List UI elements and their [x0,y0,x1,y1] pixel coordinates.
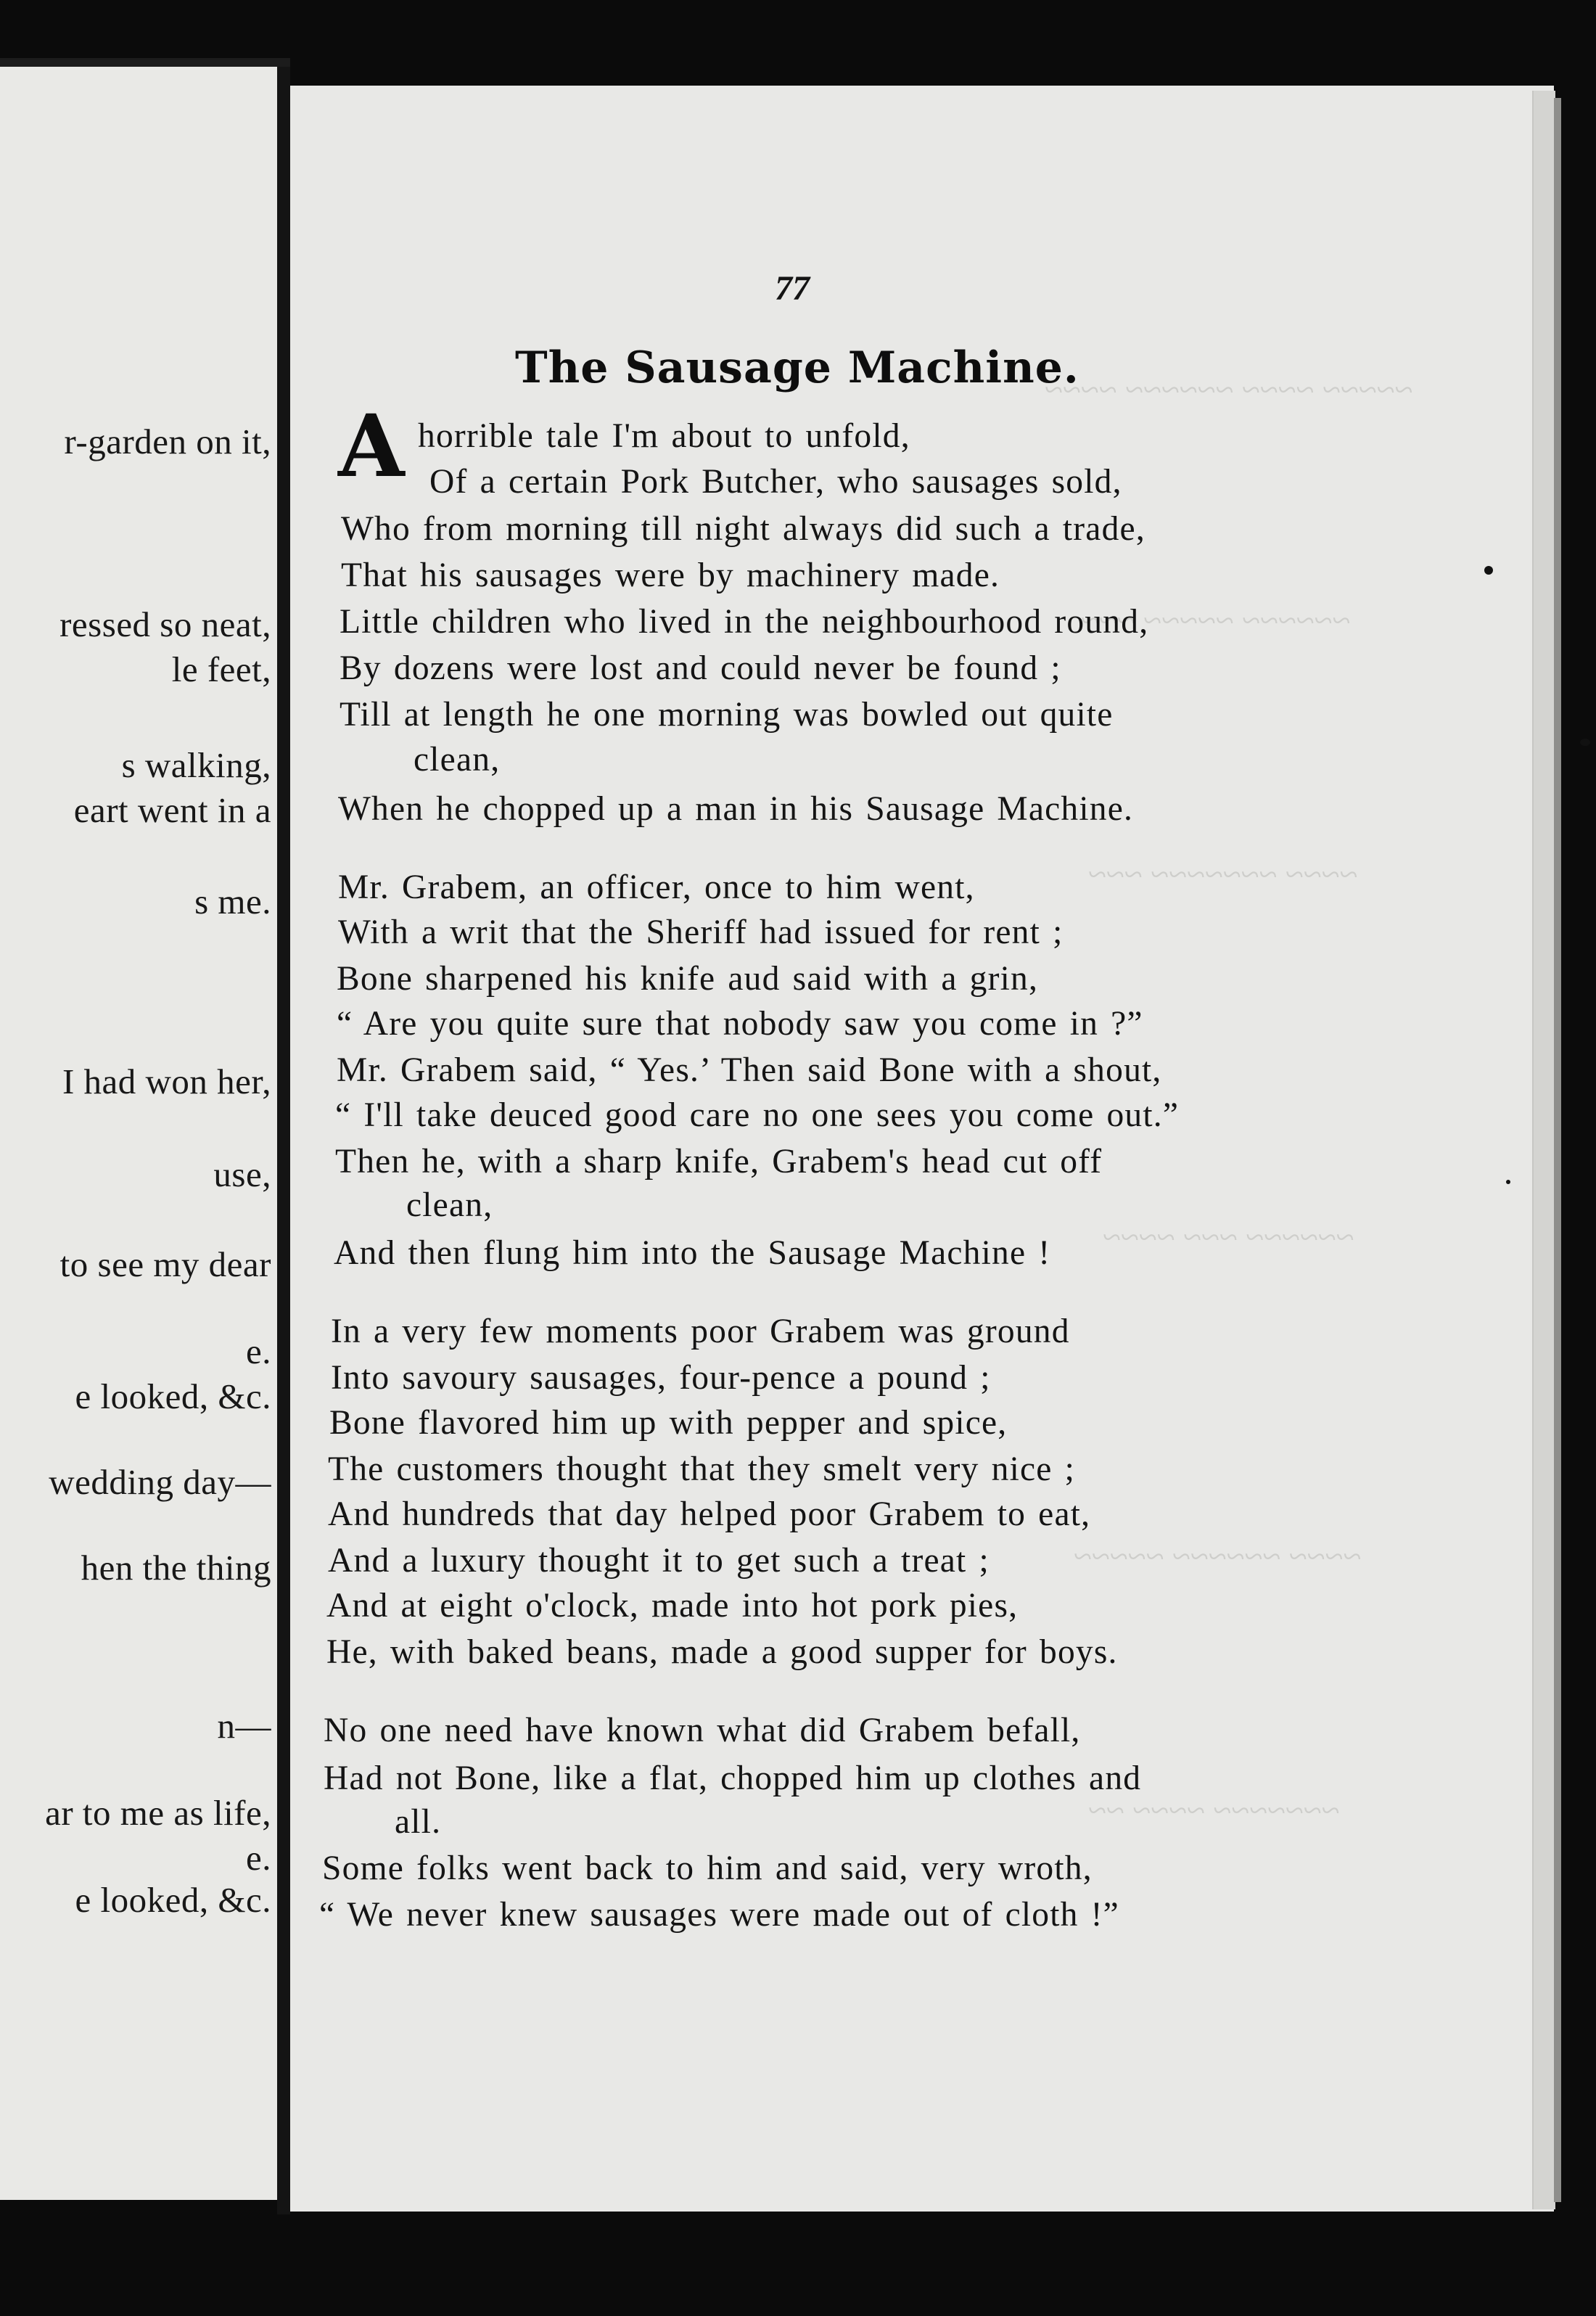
verse-line: all. [395,1803,442,1841]
verse-line: By dozens were lost and could never be found ; [340,649,1061,687]
verse-line: Who from morning till night always did such a trade, [341,510,1145,548]
left-page-line: eart went in a [73,790,271,830]
show-through-texture: ~~~~~~ ~~~~~ ~~~ [1081,601,1351,638]
left-page-line: e looked, &c. [75,1376,271,1416]
verse-line: “ I'll take deuced good care no one sees you come out.” [335,1096,1180,1134]
verse-line: Little children who lived in the neighbourhood round, [340,603,1149,641]
verse-line: In a very few moments poor Grabem was ground [331,1313,1070,1350]
drop-cap: A [338,395,405,496]
left-page-line: ar to me as life, [45,1793,271,1833]
show-through-texture: ~~~~~ ~~~~ ~~~~~~ ~~~~ [1045,371,1413,408]
verse-line: Had not Bone, like a flat, chopped him up clothes and [324,1759,1142,1797]
verse-line: And at eight o'clock, made into hot pork pies, [326,1587,1019,1625]
verse-line: With a writ that the Sheriff had issued for rent ; [338,913,1064,951]
verse-line: No one need have known what did Grabem befall, [324,1712,1081,1749]
verse-line: “ Are you quite sure that nobody saw you come in ?” [337,1005,1143,1043]
verse-line: clean, [406,1186,493,1224]
verse-line: When he chopped up a man in his Sausage Machine. [338,790,1134,828]
verse-line: horrible tale I'm about to unfold, [418,417,910,455]
left-page-line: I had won her, [62,1062,271,1101]
show-through-texture: ~~~~ ~~~~~~ ~~~~~ [1074,1537,1362,1574]
ink-speck [1506,1180,1510,1184]
verse-line: Of a certain Pork Butcher, who sausages sold, [429,463,1122,501]
show-through-texture: ~~~~~~~ ~~~~ ~~ [1088,1791,1340,1828]
verse-line: That his sausages were by machinery made. [341,557,1000,594]
left-page-line: to see my dear [59,1244,271,1284]
verse-line: clean, [414,741,501,779]
ink-speck [1580,739,1590,746]
verse-line: Into savoury sausages, four-pence a pound ; [331,1359,991,1397]
left-page-line: use, [213,1154,271,1194]
verse-line: And a luxury thought it to get such a treat ; [328,1542,990,1580]
page-edge-shadow [1554,98,1561,2202]
left-page-line: e looked, &c. [75,1880,271,1920]
left-page-line: wedding day— [49,1462,271,1502]
verse-line: Mr. Grabem said, “ Yes.’ Then said Bone with a shout, [337,1051,1162,1089]
page-edge [1532,91,1555,2209]
left-page-line: hen the thing [81,1548,271,1588]
verse-line: Some folks went back to him and said, very wroth, [322,1849,1093,1887]
left-page-line: ressed so neat, [59,604,271,644]
verse-line: Then he, with a sharp knife, Grabem's head cut off [335,1143,1103,1180]
page-number: 77 [775,269,810,308]
verse-line: And hundreds that day helped poor Grabem to eat, [328,1495,1091,1533]
left-page-line: e. [246,1331,271,1371]
verse-line: “ We never knew sausages were made out of cloth !” [319,1896,1119,1934]
show-through-texture: ~~~~ ~~~~~~~ ~~~ [1088,855,1358,892]
poem-title: The Sausage Machine. [515,342,1079,393]
verse-line: He, with baked beans, made a good supper for boys. [326,1633,1118,1671]
ink-speck [1484,566,1493,575]
page-gutter [277,67,290,2214]
verse-line: Till at length he one morning was bowled out quite [340,696,1114,734]
left-facing-page [0,67,277,2200]
left-page-line: le feet, [171,649,271,689]
verse-line: The customers thought that they smelt very nice ; [328,1450,1076,1488]
verse-line: And then flung him into the Sausage Machine ! [334,1234,1051,1272]
verse-line: Mr. Grabem, an officer, once to him went, [338,868,975,906]
verse-line: Bone sharpened his knife aud said with a grin, [337,960,1039,998]
left-page-line: n— [217,1706,271,1746]
verse-line: Bone flavored him up with pepper and spice, [329,1404,1008,1442]
left-page-line: e. [246,1838,271,1878]
left-page-line: s me. [194,882,271,921]
left-page-line: r-garden on it, [64,422,271,461]
left-page-line: s walking, [121,745,271,785]
show-through-texture: ~~~~~~ ~~~ ~~~~ [1103,1218,1354,1255]
